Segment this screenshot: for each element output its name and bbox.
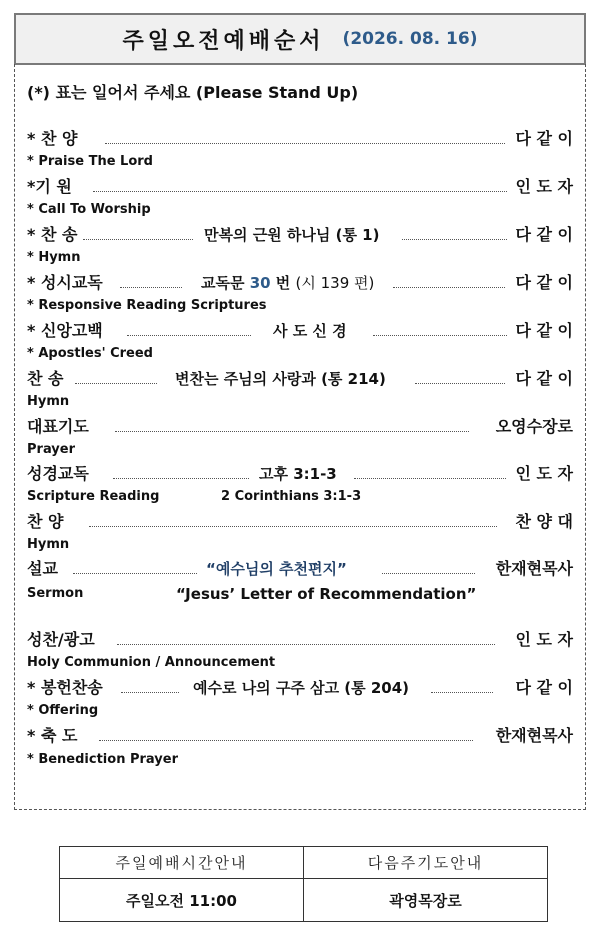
item-leader-name: 다 같 이 bbox=[515, 225, 573, 244]
item-leader-name: 찬 양 대 bbox=[515, 512, 573, 531]
sermon-title: “예수님의 추천편지” bbox=[206, 560, 347, 578]
item-label: 찬 양 bbox=[27, 512, 64, 531]
stand-up-notice: (*) 표는 일어서 주세요 (Please Stand Up) bbox=[27, 83, 359, 102]
dotted-leader bbox=[99, 740, 473, 741]
item-english: * Call To Worship bbox=[27, 202, 151, 217]
dotted-leader bbox=[89, 526, 497, 527]
offering-hymn-title: 예수로 나의 구주 삼고 (통 204) bbox=[193, 679, 410, 697]
item-english: Hymn bbox=[27, 394, 70, 409]
item-leader-name: 다 같 이 bbox=[515, 678, 573, 697]
item-label: * 신앙고백 bbox=[27, 321, 103, 340]
item-leader-name: 한재현목사 bbox=[495, 559, 573, 578]
item-english: * Hymn bbox=[27, 250, 81, 265]
scripture-english-reference: 2 Corinthians 3:1-3 bbox=[221, 489, 362, 504]
item-leader-name: 인 도 자 bbox=[515, 464, 573, 483]
item-label: * 봉헌찬송 bbox=[27, 678, 103, 697]
service-time-value: 주일오전 11:00 bbox=[60, 879, 304, 922]
dotted-leader bbox=[382, 573, 475, 574]
item-leader-name: 인 도 자 bbox=[515, 630, 573, 649]
page-title: 주일오전예배순서 bbox=[122, 28, 325, 54]
dotted-leader bbox=[415, 383, 505, 384]
item-english: Holy Communion / Announcement bbox=[27, 655, 276, 670]
next-prayer-header: 다음주기도안내 bbox=[304, 847, 548, 879]
item-english: * Apostles' Creed bbox=[27, 346, 153, 361]
item-english: * Offering bbox=[27, 703, 99, 718]
item-leader-name: 다 같 이 bbox=[515, 129, 573, 148]
item-label: *기 원 bbox=[27, 177, 72, 196]
order-item-scripture bbox=[27, 463, 573, 485]
item-leader-name: 오영수장로 bbox=[495, 417, 573, 436]
creed-title: 사 도 신 경 bbox=[273, 322, 347, 340]
item-leader-name: 다 같 이 bbox=[515, 321, 573, 340]
item-label: * 찬 양 bbox=[27, 129, 78, 148]
item-english: Hymn bbox=[27, 537, 70, 552]
order-item-hymn-2 bbox=[27, 368, 573, 390]
item-label: 성찬/광고 bbox=[27, 630, 95, 649]
order-item-creed bbox=[27, 320, 573, 342]
item-english: * Benediction Prayer bbox=[27, 752, 178, 767]
item-label: * 성시교독 bbox=[27, 273, 103, 292]
dotted-leader bbox=[431, 692, 493, 693]
dotted-leader bbox=[105, 143, 505, 144]
dotted-leader bbox=[73, 573, 197, 574]
dotted-leader bbox=[83, 239, 193, 240]
dotted-leader bbox=[373, 335, 507, 336]
dotted-leader bbox=[113, 478, 249, 479]
dotted-leader bbox=[354, 478, 506, 479]
dotted-leader bbox=[402, 239, 507, 240]
item-label: 성경교독 bbox=[27, 464, 89, 483]
item-leader-name: 다 같 이 bbox=[515, 273, 573, 292]
item-english: Sermon bbox=[27, 586, 84, 601]
order-item-call-to-worship bbox=[27, 176, 573, 198]
service-time-header: 주일예배시간안내 bbox=[60, 847, 304, 879]
order-item-sermon bbox=[27, 558, 573, 580]
dotted-leader bbox=[93, 191, 507, 192]
order-item-communion bbox=[27, 629, 573, 651]
dotted-leader bbox=[75, 383, 157, 384]
dotted-leader bbox=[120, 287, 182, 288]
dotted-leader bbox=[393, 287, 505, 288]
item-leader-name: 한재현목사 bbox=[495, 726, 573, 745]
order-item-choir bbox=[27, 511, 573, 533]
hymn-title: 변찬는 주님의 사랑과 (통 214) bbox=[175, 370, 386, 388]
dotted-leader bbox=[117, 644, 495, 645]
order-item-praise bbox=[27, 128, 573, 150]
order-item-responsive-reading bbox=[27, 272, 573, 294]
item-label: 대표기도 bbox=[27, 417, 89, 436]
sermon-title-english: “Jesus’ Letter of Recommendation” bbox=[176, 585, 477, 603]
next-prayer-value: 곽영목장로 bbox=[304, 879, 548, 922]
scripture-reference: 고후 3:1-3 bbox=[259, 465, 337, 483]
item-label: 설교 bbox=[27, 559, 58, 578]
order-item-prayer bbox=[27, 416, 573, 438]
reading-reference: 교독문 30 번 (시 139 편) bbox=[201, 274, 375, 292]
item-english: * Praise The Lord bbox=[27, 154, 153, 169]
dotted-leader bbox=[115, 431, 469, 432]
order-item-hymn bbox=[27, 224, 573, 246]
item-leader-name: 인 도 자 bbox=[515, 177, 573, 196]
info-table bbox=[59, 846, 548, 922]
item-english: Scripture Reading bbox=[27, 489, 160, 504]
item-label: * 찬 송 bbox=[27, 225, 78, 244]
dotted-leader bbox=[127, 335, 251, 336]
item-label: 찬 송 bbox=[27, 369, 64, 388]
hymn-title: 만복의 근원 하나님 (통 1) bbox=[204, 226, 380, 244]
item-leader-name: 다 같 이 bbox=[515, 369, 573, 388]
order-item-offering bbox=[27, 677, 573, 699]
order-item-benediction bbox=[27, 725, 573, 747]
dotted-leader bbox=[121, 692, 179, 693]
page-header bbox=[14, 13, 586, 65]
item-english: * Responsive Reading Scriptures bbox=[27, 298, 267, 313]
item-label: * 축 도 bbox=[27, 726, 78, 745]
item-english: Prayer bbox=[27, 442, 76, 457]
service-date: (2026. 08. 16) bbox=[342, 29, 478, 49]
